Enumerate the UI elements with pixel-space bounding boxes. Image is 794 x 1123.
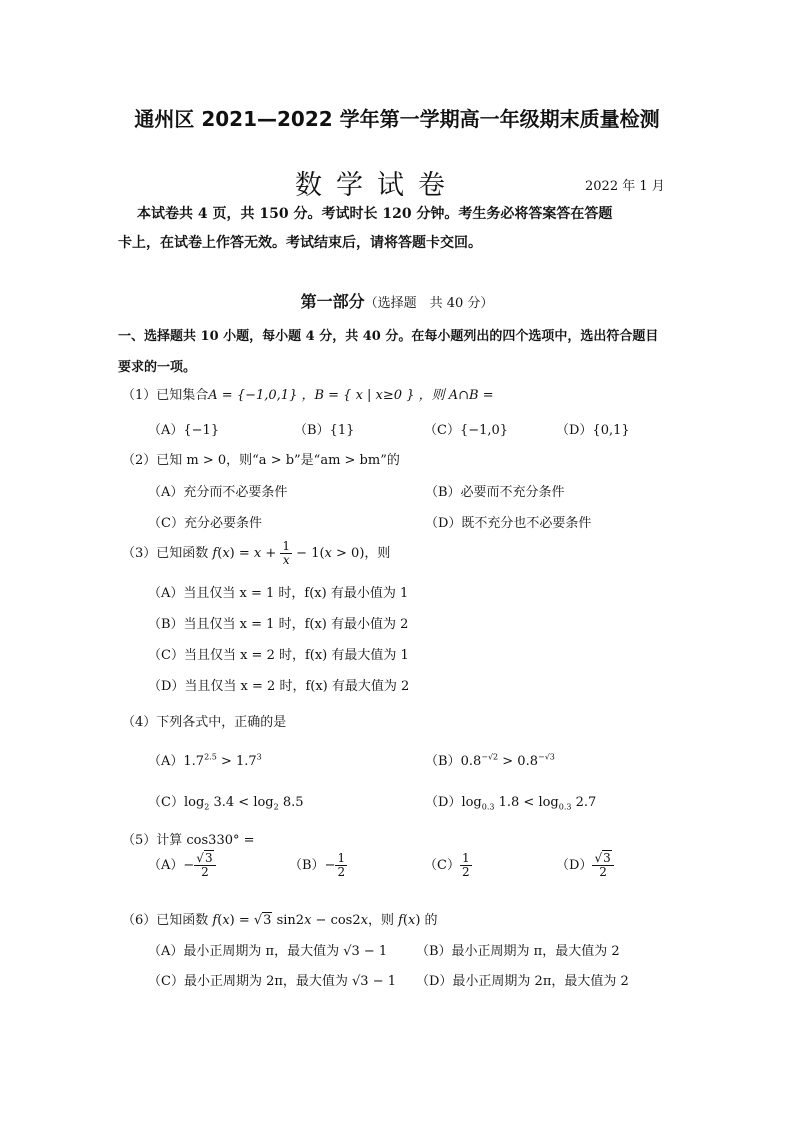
- part-title: 第一部分: [300, 292, 365, 311]
- q6-option-d: （D）最小正周期为 2π，最大值为 2: [416, 974, 629, 989]
- q1-option-b: （B）{1}: [294, 423, 355, 438]
- q1-stem: [122, 384, 494, 403]
- q6-option-c: （C）最小正周期为 2π，最大值为 √3 − 1: [148, 974, 397, 989]
- q2-option-c: （C）充分必要条件: [148, 516, 262, 531]
- q1-option-c: （C）{−1,0}: [424, 423, 509, 438]
- exam-title: 通州区 2021—2022 学年第一学期高一年级期末质量检测: [134, 107, 660, 131]
- q3-suffix: ，则: [364, 546, 391, 561]
- q4-option-d: $(D)\log_{0.3}$ $1.8 < \log_{0.3} 2.7$: [425, 795, 597, 812]
- q1-math: A = {−1,0,1} ，B = { x | x≥0 } ，则 A∩B =: [208, 388, 494, 403]
- q5-option-a: （A）− $\frac{√3}{2}$: [148, 852, 216, 879]
- section-instruction-2: 要求的一项。: [118, 360, 197, 375]
- q4-option-a: $(A)1.7^{2.5} > 1.7^3$: [148, 752, 262, 769]
- q1-option-d: （D）{0,1}: [556, 423, 630, 438]
- q1-prefix: （1）已知集合: [122, 388, 209, 403]
- subject-title: 数学试卷: [295, 170, 459, 201]
- part-heading: [0, 289, 794, 312]
- q6-stem: （6）已知函数 f(x) = √3 sin2x − cos2x，则 f(x) 的: [122, 913, 438, 928]
- q5-option-c: （C） $\frac{1}{2}$: [424, 851, 470, 879]
- exam-date: 2022 年 1 月: [585, 179, 665, 194]
- q6-option-b: （B）最小正周期为 π，最大值为 2: [416, 944, 620, 959]
- q5-option-b: （B）− $\frac{1}{2}$: [289, 851, 346, 879]
- q3-option-d: （D）当且仅当 x = 2 时，f(x) 有最大值为 2: [148, 679, 410, 694]
- q3-fraction: $\frac{1}{x}$: [282, 539, 291, 567]
- q2-option-b: （B）必要而不充分条件: [425, 485, 565, 500]
- q3-option-c: （C）当且仅当 x = 2 时，f(x) 有最大值为 1: [148, 648, 409, 663]
- q6-option-a: （A）最小正周期为 π，最大值为 √3 − 1: [148, 944, 388, 959]
- q4-option-c: $(C)\log_2$ $3.4 < \log_2 8.5$: [148, 795, 304, 812]
- q3-prefix: （3）已知函数: [122, 546, 209, 561]
- q3-stem: （3）已知函数 f(x) = x + $\frac{1}{x}$ − 1(x > 0)，则: [122, 539, 391, 567]
- part-note: （选择题 共 40 分）: [364, 296, 494, 311]
- intro-line-1: 本试卷共 4 页，共 150 分。考试时长 120 分钟。考生务必将答案答在答题: [137, 206, 613, 222]
- q2-stem: （2）已知 m > 0，则“a > b”是“am > bm”的: [122, 453, 400, 468]
- q4-stem: （4）下列各式中，正确的是: [122, 715, 287, 730]
- q1-option-a: （A）{−1}: [148, 423, 220, 438]
- q3-option-b: （B）当且仅当 x = 1 时，f(x) 有最小值为 2: [148, 617, 409, 632]
- q3-option-a: （A）当且仅当 x = 1 时，f(x) 有最小值为 1: [148, 586, 409, 601]
- q4-option-b: $(B)0.8^{-√2} > 0.8^{-√3}$: [425, 752, 555, 769]
- q2-option-a: （A）充分而不必要条件: [148, 485, 288, 500]
- section-instruction-1: 一、选择题共 10 小题，每小题 4 分，共 40 分。在每小题列出的四个选项中，选出符合题目: [118, 329, 659, 344]
- q5-option-d: （D） $\frac{√3}{2}$: [556, 852, 614, 879]
- q5-stem: （5）计算 cos330° =: [122, 833, 255, 848]
- intro-line-2: 卡上，在试卷上作答无效。考试结束后，请将答题卡交回。: [118, 235, 482, 251]
- q2-option-d: （D）既不充分也不必要条件: [425, 516, 592, 531]
